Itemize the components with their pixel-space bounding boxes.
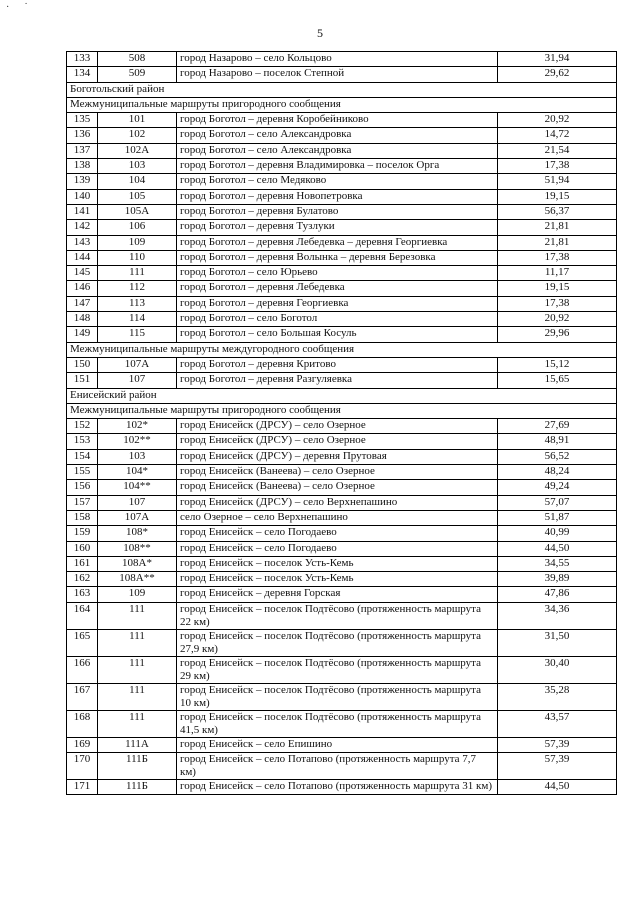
- table-row: [67, 266, 617, 281]
- route-distance: 51,94: [498, 174, 617, 189]
- route-distance: 43,57: [498, 710, 617, 737]
- table-row: [67, 204, 617, 219]
- route-number: 108*: [98, 526, 177, 541]
- row-number: 141: [67, 204, 98, 219]
- table-row: [67, 779, 617, 794]
- route-number: 105: [98, 189, 177, 204]
- routes-table-body: [67, 52, 617, 795]
- route-name: город Боготол – деревня Волынка – деревня Березовка: [177, 250, 498, 265]
- table-row: [67, 159, 617, 174]
- table-row: [67, 449, 617, 464]
- route-number: 104*: [98, 465, 177, 480]
- route-name: город Боготол – деревня Коробейниково: [177, 113, 498, 128]
- table-row: [67, 373, 617, 388]
- route-name: город Енисейск (Ванеева) – село Озерное: [177, 465, 498, 480]
- route-number: 509: [98, 67, 177, 82]
- route-distance: 21,81: [498, 235, 617, 250]
- route-number: 102**: [98, 434, 177, 449]
- route-distance: 21,81: [498, 220, 617, 235]
- table-row: [67, 510, 617, 525]
- row-number: 151: [67, 373, 98, 388]
- table-row: [67, 52, 617, 67]
- route-number: 102А: [98, 143, 177, 158]
- table-row: [67, 480, 617, 495]
- route-number: 108**: [98, 541, 177, 556]
- row-number: 152: [67, 419, 98, 434]
- table-row: [67, 250, 617, 265]
- row-number: 142: [67, 220, 98, 235]
- route-distance: 34,55: [498, 556, 617, 571]
- page-number: 5: [317, 26, 323, 40]
- row-number: 164: [67, 602, 98, 629]
- table-row: [67, 602, 617, 629]
- route-distance: 51,87: [498, 510, 617, 525]
- table-row: [67, 710, 617, 737]
- route-number: 107А: [98, 357, 177, 372]
- route-number: 111: [98, 683, 177, 710]
- table-row: [67, 587, 617, 602]
- route-name: город Енисейск (Ванеева) – село Озерное: [177, 480, 498, 495]
- route-name: город Енисейск (ДРСУ) – село Верхнепашино: [177, 495, 498, 510]
- row-number: 144: [67, 250, 98, 265]
- table-row: [67, 143, 617, 158]
- route-distance: 15,65: [498, 373, 617, 388]
- route-distance: 29,96: [498, 327, 617, 342]
- row-number: 137: [67, 143, 98, 158]
- row-number: 138: [67, 159, 98, 174]
- row-number: 169: [67, 737, 98, 752]
- row-number: 158: [67, 510, 98, 525]
- route-number: 111Б: [98, 779, 177, 794]
- table-row: [67, 656, 617, 683]
- route-distance: 17,38: [498, 296, 617, 311]
- route-number: 104: [98, 174, 177, 189]
- route-number: 107: [98, 495, 177, 510]
- route-name: город Енисейск – село Погодаево: [177, 541, 498, 556]
- route-name: город Енисейск – село Потапово (протяженность маршрута 31 км): [177, 779, 498, 794]
- route-number: 111: [98, 710, 177, 737]
- route-distance: 21,54: [498, 143, 617, 158]
- table-row: [67, 541, 617, 556]
- route-distance: 11,17: [498, 266, 617, 281]
- route-name: город Енисейск (ДРСУ) – деревня Прутовая: [177, 449, 498, 464]
- row-number: 145: [67, 266, 98, 281]
- table-row: [67, 629, 617, 656]
- route-number: 105А: [98, 204, 177, 219]
- row-number: 170: [67, 752, 98, 779]
- route-distance: 47,86: [498, 587, 617, 602]
- route-distance: 15,12: [498, 357, 617, 372]
- table-row: [67, 419, 617, 434]
- row-number: 143: [67, 235, 98, 250]
- table-row: [67, 174, 617, 189]
- row-number: 161: [67, 556, 98, 571]
- route-distance: 35,28: [498, 683, 617, 710]
- route-number: 114: [98, 312, 177, 327]
- route-name: город Боготол – село Александровка: [177, 143, 498, 158]
- section-header-row: [67, 97, 617, 112]
- route-distance: 34,36: [498, 602, 617, 629]
- route-number: 111: [98, 266, 177, 281]
- route-name: город Енисейск – поселок Подтёсово (протяженность маршрута 10 км): [177, 683, 498, 710]
- route-number: 106: [98, 220, 177, 235]
- row-number: 139: [67, 174, 98, 189]
- table-row: [67, 189, 617, 204]
- route-number: 102*: [98, 419, 177, 434]
- table-row: [67, 572, 617, 587]
- row-number: 160: [67, 541, 98, 556]
- route-distance: 19,15: [498, 281, 617, 296]
- route-name: город Енисейск – село Епишино: [177, 737, 498, 752]
- route-name: город Боготол – село Александровка: [177, 128, 498, 143]
- route-distance: 14,72: [498, 128, 617, 143]
- route-number: 109: [98, 587, 177, 602]
- route-name: город Боготол – деревня Лебедевка: [177, 281, 498, 296]
- row-number: 163: [67, 587, 98, 602]
- row-number: 166: [67, 656, 98, 683]
- row-number: 135: [67, 113, 98, 128]
- route-number: 103: [98, 449, 177, 464]
- row-number: 155: [67, 465, 98, 480]
- row-number: 159: [67, 526, 98, 541]
- route-name: город Енисейск – деревня Горская: [177, 587, 498, 602]
- route-name: город Енисейск (ДРСУ) – село Озерное: [177, 434, 498, 449]
- route-name: город Боготол – деревня Новопетровка: [177, 189, 498, 204]
- route-distance: 44,50: [498, 541, 617, 556]
- table-row: [67, 357, 617, 372]
- table-row: [67, 220, 617, 235]
- route-distance: 31,94: [498, 52, 617, 67]
- row-number: 156: [67, 480, 98, 495]
- table-row: [67, 296, 617, 311]
- row-number: 140: [67, 189, 98, 204]
- row-number: 171: [67, 779, 98, 794]
- table-row: [67, 683, 617, 710]
- route-number: 107: [98, 373, 177, 388]
- row-number: 147: [67, 296, 98, 311]
- route-name: город Боготол – село Большая Косуль: [177, 327, 498, 342]
- row-number: 149: [67, 327, 98, 342]
- route-name: город Енисейск – село Потапово (протяженность маршрута 7,7 км): [177, 752, 498, 779]
- row-number: 157: [67, 495, 98, 510]
- section-title: Межмуниципальные маршруты междугородного сообщения: [67, 342, 617, 357]
- route-number: 103: [98, 159, 177, 174]
- scan-artifact-dots: · ˙: [6, 2, 28, 13]
- section-header-row: [67, 388, 617, 403]
- table-row: [67, 312, 617, 327]
- route-name: город Енисейск – поселок Подтёсово (протяженность маршрута 41,5 км): [177, 710, 498, 737]
- section-title: Боготольский район: [67, 82, 617, 97]
- route-name: город Боготол – деревня Владимировка – поселок Орга: [177, 159, 498, 174]
- route-name: город Назарово – село Кольцово: [177, 52, 498, 67]
- route-distance: 20,92: [498, 113, 617, 128]
- route-name: город Назарово – поселок Степной: [177, 67, 498, 82]
- route-number: 111: [98, 656, 177, 683]
- route-name: город Боготол – деревня Критово: [177, 357, 498, 372]
- route-distance: 57,07: [498, 495, 617, 510]
- table-row: [67, 67, 617, 82]
- route-distance: 39,89: [498, 572, 617, 587]
- row-number: 153: [67, 434, 98, 449]
- section-header-row: [67, 82, 617, 97]
- table-row: [67, 434, 617, 449]
- route-distance: 56,52: [498, 449, 617, 464]
- row-number: 133: [67, 52, 98, 67]
- route-number: 111А: [98, 737, 177, 752]
- route-name: город Енисейск – село Погодаево: [177, 526, 498, 541]
- route-name: город Боготол – село Медяково: [177, 174, 498, 189]
- route-number: 101: [98, 113, 177, 128]
- row-number: 150: [67, 357, 98, 372]
- route-distance: 44,50: [498, 779, 617, 794]
- row-number: 148: [67, 312, 98, 327]
- table-row: [67, 235, 617, 250]
- table-row: [67, 465, 617, 480]
- route-distance: 56,37: [498, 204, 617, 219]
- route-name: село Озерное – село Верхнепашино: [177, 510, 498, 525]
- route-name: город Боготол – село Юрьево: [177, 266, 498, 281]
- route-name: город Боготол – село Боготол: [177, 312, 498, 327]
- routes-table: [66, 51, 617, 795]
- table-row: [67, 526, 617, 541]
- route-number: 112: [98, 281, 177, 296]
- route-distance: 49,24: [498, 480, 617, 495]
- table-row: [67, 495, 617, 510]
- route-name: город Енисейск – поселок Подтёсово (протяженность маршрута 22 км): [177, 602, 498, 629]
- section-header-row: [67, 403, 617, 418]
- section-title: Межмуниципальные маршруты пригородного сообщения: [67, 97, 617, 112]
- route-distance: 19,15: [498, 189, 617, 204]
- route-distance: 40,99: [498, 526, 617, 541]
- row-number: 165: [67, 629, 98, 656]
- route-distance: 29,62: [498, 67, 617, 82]
- route-distance: 30,40: [498, 656, 617, 683]
- route-name: город Боготол – деревня Булатово: [177, 204, 498, 219]
- route-number: 109: [98, 235, 177, 250]
- table-row: [67, 128, 617, 143]
- route-distance: 57,39: [498, 752, 617, 779]
- route-name: город Енисейск – поселок Подтёсово (протяженность маршрута 27,9 км): [177, 629, 498, 656]
- route-name: город Енисейск – поселок Подтёсово (протяженность маршрута 29 км): [177, 656, 498, 683]
- row-number: 146: [67, 281, 98, 296]
- row-number: 154: [67, 449, 98, 464]
- table-row: [67, 327, 617, 342]
- route-name: город Боготол – деревня Георгиевка: [177, 296, 498, 311]
- route-number: 111: [98, 629, 177, 656]
- route-distance: 17,38: [498, 159, 617, 174]
- table-row: [67, 752, 617, 779]
- route-distance: 48,91: [498, 434, 617, 449]
- route-distance: 57,39: [498, 737, 617, 752]
- route-number: 508: [98, 52, 177, 67]
- section-title: Енисейский район: [67, 388, 617, 403]
- route-number: 107А: [98, 510, 177, 525]
- route-name: город Енисейск – поселок Усть-Кемь: [177, 556, 498, 571]
- route-name: город Боготол – деревня Разгуляевка: [177, 373, 498, 388]
- section-header-row: [67, 342, 617, 357]
- route-name: город Боготол – деревня Лебедевка – деревня Георгиевка: [177, 235, 498, 250]
- route-number: 111: [98, 602, 177, 629]
- route-number: 115: [98, 327, 177, 342]
- route-number: 111Б: [98, 752, 177, 779]
- route-name: город Енисейск (ДРСУ) – село Озерное: [177, 419, 498, 434]
- route-name: город Енисейск – поселок Усть-Кемь: [177, 572, 498, 587]
- row-number: 167: [67, 683, 98, 710]
- row-number: 168: [67, 710, 98, 737]
- route-number: 104**: [98, 480, 177, 495]
- route-distance: 17,38: [498, 250, 617, 265]
- route-distance: 31,50: [498, 629, 617, 656]
- table-row: [67, 556, 617, 571]
- route-number: 108А**: [98, 572, 177, 587]
- row-number: 134: [67, 67, 98, 82]
- route-number: 108А*: [98, 556, 177, 571]
- table-row: [67, 281, 617, 296]
- row-number: 136: [67, 128, 98, 143]
- row-number: 162: [67, 572, 98, 587]
- route-distance: 20,92: [498, 312, 617, 327]
- route-distance: 27,69: [498, 419, 617, 434]
- table-row: [67, 737, 617, 752]
- route-name: город Боготол – деревня Тузлуки: [177, 220, 498, 235]
- route-number: 102: [98, 128, 177, 143]
- route-distance: 48,24: [498, 465, 617, 480]
- section-title: Межмуниципальные маршруты пригородного сообщения: [67, 403, 617, 418]
- route-number: 110: [98, 250, 177, 265]
- table-row: [67, 113, 617, 128]
- route-number: 113: [98, 296, 177, 311]
